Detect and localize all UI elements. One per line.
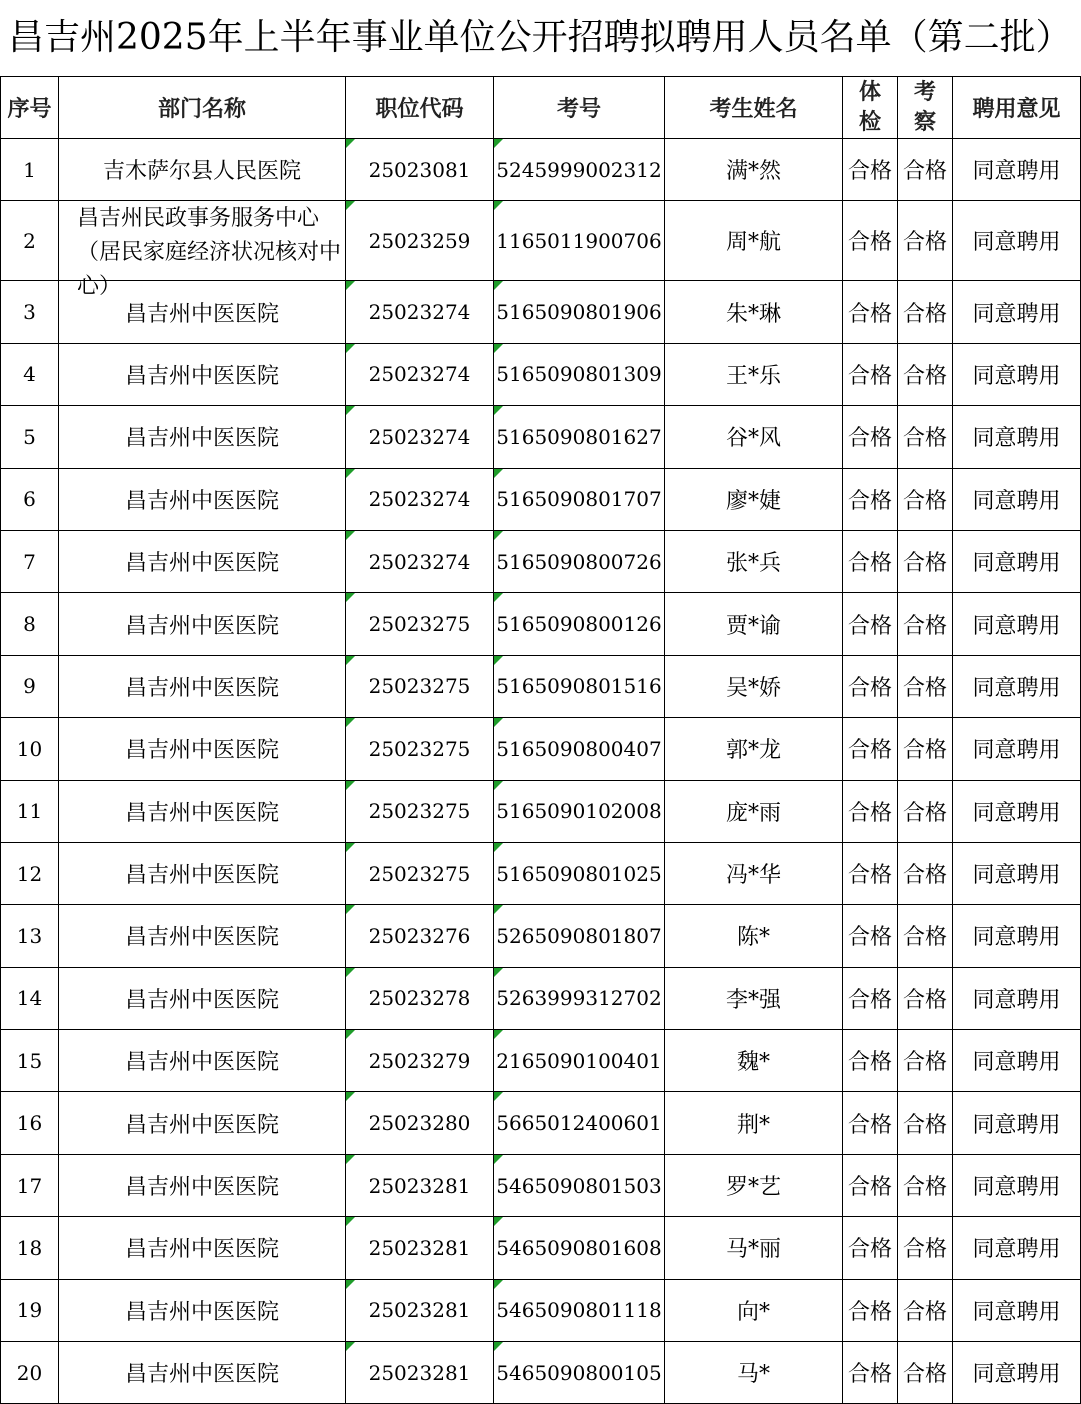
- row-physical: 合格: [843, 718, 898, 780]
- row-code: 25023279: [346, 1030, 494, 1092]
- header-name: 考生姓名: [665, 77, 843, 139]
- row-physical: 合格: [843, 530, 898, 592]
- row-name: 马*丽: [665, 1217, 843, 1279]
- row-dept: 昌吉州中医医院: [59, 780, 346, 842]
- header-inspection-line2: 察: [913, 109, 936, 135]
- header-inspection: [898, 77, 953, 139]
- row-name: 郭*龙: [665, 718, 843, 780]
- row-inspection: 合格: [898, 201, 953, 281]
- row-opinion: 同意聘用: [953, 1092, 1081, 1154]
- row-seq: 8: [1, 593, 59, 655]
- table-row: [1, 139, 1081, 201]
- row-physical: 合格: [843, 905, 898, 967]
- row-dept: 昌吉州中医医院: [59, 281, 346, 343]
- row-code: 25023275: [346, 718, 494, 780]
- row-name: 谷*风: [665, 406, 843, 468]
- header-row: [1, 77, 1081, 139]
- row-seq: 20: [1, 1342, 59, 1404]
- row-opinion: 同意聘用: [953, 1154, 1081, 1216]
- row-code: 25023274: [346, 343, 494, 405]
- table-row: [1, 530, 1081, 592]
- row-inspection: 合格: [898, 655, 953, 717]
- row-dept: 昌吉州中医医院: [59, 842, 346, 904]
- row-exam: 5465090801503: [494, 1154, 665, 1216]
- row-physical: 合格: [843, 1217, 898, 1279]
- row-inspection: 合格: [898, 842, 953, 904]
- row-dept: 昌吉州中医医院: [59, 468, 346, 530]
- row-exam: 5165090800126: [494, 593, 665, 655]
- row-physical: 合格: [843, 593, 898, 655]
- row-dept: 昌吉州中医医院: [59, 593, 346, 655]
- table-row: [1, 468, 1081, 530]
- row-dept: 昌吉州中医医院: [59, 530, 346, 592]
- row-physical: 合格: [843, 139, 898, 201]
- row-code: 25023281: [346, 1154, 494, 1216]
- table-row: [1, 343, 1081, 405]
- row-exam: 5245999002312: [494, 139, 665, 201]
- row-inspection: 合格: [898, 281, 953, 343]
- row-name: 庞*雨: [665, 780, 843, 842]
- row-physical: 合格: [843, 343, 898, 405]
- table-row: [1, 1092, 1081, 1154]
- row-code: 25023274: [346, 406, 494, 468]
- row-physical: 合格: [843, 780, 898, 842]
- row-seq: 17: [1, 1154, 59, 1216]
- row-opinion: 同意聘用: [953, 468, 1081, 530]
- row-seq: 4: [1, 343, 59, 405]
- row-physical: 合格: [843, 406, 898, 468]
- row-opinion: 同意聘用: [953, 343, 1081, 405]
- row-name: 满*然: [665, 139, 843, 201]
- row-name: 马*: [665, 1342, 843, 1404]
- row-dept: [59, 201, 346, 299]
- row-inspection: 合格: [898, 1279, 953, 1341]
- row-opinion: 同意聘用: [953, 1342, 1081, 1404]
- row-name: 王*乐: [665, 343, 843, 405]
- row-physical: 合格: [843, 1092, 898, 1154]
- row-dept: 昌吉州中医医院: [59, 343, 346, 405]
- row-dept-line: （居民家庭经济状况核对中: [77, 239, 342, 265]
- row-dept-line: 昌吉州民政事务服务中心: [77, 205, 320, 231]
- row-exam: 5165090801707: [494, 468, 665, 530]
- row-physical: 合格: [843, 1342, 898, 1404]
- row-name: 吴*娇: [665, 655, 843, 717]
- row-inspection: 合格: [898, 1342, 953, 1404]
- row-code: 25023274: [346, 281, 494, 343]
- row-seq: 7: [1, 530, 59, 592]
- row-inspection: 合格: [898, 1154, 953, 1216]
- row-opinion: 同意聘用: [953, 139, 1081, 201]
- header-code: 职位代码: [346, 77, 494, 139]
- row-name: 贾*谕: [665, 593, 843, 655]
- row-inspection: 合格: [898, 530, 953, 592]
- row-exam: 2165090100401: [494, 1030, 665, 1092]
- table-row: [1, 201, 1081, 281]
- row-code: 25023275: [346, 780, 494, 842]
- row-name: 向*: [665, 1279, 843, 1341]
- row-opinion: 同意聘用: [953, 780, 1081, 842]
- row-opinion: 同意聘用: [953, 842, 1081, 904]
- row-seq: 16: [1, 1092, 59, 1154]
- row-dept: 昌吉州中医医院: [59, 967, 346, 1029]
- row-exam: 1165011900706: [494, 201, 665, 281]
- row-code: 25023276: [346, 905, 494, 967]
- header-dept: 部门名称: [59, 77, 346, 139]
- table-row: [1, 842, 1081, 904]
- row-code: 25023259: [346, 201, 494, 281]
- row-opinion: 同意聘用: [953, 967, 1081, 1029]
- row-dept-multiline: [59, 202, 345, 299]
- row-code: 25023281: [346, 1342, 494, 1404]
- row-physical: 合格: [843, 1154, 898, 1216]
- table-row: [1, 1217, 1081, 1279]
- row-code: 25023275: [346, 842, 494, 904]
- header-physical: [843, 77, 898, 139]
- row-inspection: 合格: [898, 593, 953, 655]
- header-opinion: 聘用意见: [953, 77, 1081, 139]
- row-dept: 昌吉州中医医院: [59, 1342, 346, 1404]
- row-name: 罗*艺: [665, 1154, 843, 1216]
- row-exam: 5165090801906: [494, 281, 665, 343]
- row-dept: 昌吉州中医医院: [59, 718, 346, 780]
- row-exam: 5165090801025: [494, 842, 665, 904]
- table-row: [1, 593, 1081, 655]
- row-physical: 合格: [843, 842, 898, 904]
- header-physical-line2: 检: [858, 109, 881, 135]
- row-seq: 10: [1, 718, 59, 780]
- row-exam: 5665012400601: [494, 1092, 665, 1154]
- row-exam: 5465090801118: [494, 1279, 665, 1341]
- page-title: 昌吉州2025年上半年事业单位公开招聘拟聘用人员名单（第二批）: [8, 17, 1072, 58]
- row-inspection: 合格: [898, 780, 953, 842]
- row-dept: 昌吉州中医医院: [59, 1154, 346, 1216]
- row-code: 25023281: [346, 1217, 494, 1279]
- row-inspection: 合格: [898, 905, 953, 967]
- row-seq: 13: [1, 905, 59, 967]
- row-code: 25023081: [346, 139, 494, 201]
- row-exam: 5165090801516: [494, 655, 665, 717]
- hiring-table: [0, 76, 1081, 1404]
- row-seq: 6: [1, 468, 59, 530]
- row-code: 25023281: [346, 1279, 494, 1341]
- row-exam: 5165090801309: [494, 343, 665, 405]
- table-row: [1, 905, 1081, 967]
- row-dept: 昌吉州中医医院: [59, 905, 346, 967]
- header-physical-line1: 体: [858, 79, 881, 105]
- row-seq: 1: [1, 139, 59, 201]
- row-opinion: 同意聘用: [953, 406, 1081, 468]
- row-dept-line: 心）: [77, 273, 122, 299]
- row-dept: 昌吉州中医医院: [59, 655, 346, 717]
- row-physical: 合格: [843, 468, 898, 530]
- table-row: [1, 655, 1081, 717]
- row-name: 周*航: [665, 201, 843, 281]
- row-seq: 11: [1, 780, 59, 842]
- row-opinion: 同意聘用: [953, 655, 1081, 717]
- row-name: 魏*: [665, 1030, 843, 1092]
- row-exam: 5165090801627: [494, 406, 665, 468]
- row-code: 25023275: [346, 593, 494, 655]
- row-seq: 9: [1, 655, 59, 717]
- row-inspection: 合格: [898, 1030, 953, 1092]
- row-dept: 昌吉州中医医院: [59, 1217, 346, 1279]
- row-seq: 3: [1, 281, 59, 343]
- row-inspection: 合格: [898, 139, 953, 201]
- header-inspection-line1: 考: [913, 79, 936, 105]
- row-inspection: 合格: [898, 468, 953, 530]
- row-opinion: 同意聘用: [953, 718, 1081, 780]
- row-opinion: 同意聘用: [953, 905, 1081, 967]
- row-name: 陈*: [665, 905, 843, 967]
- row-exam: 5165090800726: [494, 530, 665, 592]
- row-seq: 15: [1, 1030, 59, 1092]
- table-row: [1, 1154, 1081, 1216]
- row-dept: 昌吉州中医医院: [59, 1030, 346, 1092]
- row-inspection: 合格: [898, 406, 953, 468]
- row-seq: 19: [1, 1279, 59, 1341]
- row-exam: 5165090102008: [494, 780, 665, 842]
- row-name: 李*强: [665, 967, 843, 1029]
- row-code: 25023275: [346, 655, 494, 717]
- row-seq: 18: [1, 1217, 59, 1279]
- row-seq: 5: [1, 406, 59, 468]
- row-code: 25023274: [346, 530, 494, 592]
- row-inspection: 合格: [898, 343, 953, 405]
- row-exam: 5165090800407: [494, 718, 665, 780]
- table-row: [1, 1342, 1081, 1404]
- row-opinion: 同意聘用: [953, 530, 1081, 592]
- row-dept: 昌吉州中医医院: [59, 1092, 346, 1154]
- row-dept: 昌吉州中医医院: [59, 1279, 346, 1341]
- row-code: 25023280: [346, 1092, 494, 1154]
- row-name: 冯*华: [665, 842, 843, 904]
- row-physical: 合格: [843, 1279, 898, 1341]
- table-row: [1, 406, 1081, 468]
- row-inspection: 合格: [898, 1092, 953, 1154]
- row-physical: 合格: [843, 281, 898, 343]
- row-physical: 合格: [843, 655, 898, 717]
- row-exam: 5465090801608: [494, 1217, 665, 1279]
- row-physical: 合格: [843, 201, 898, 281]
- table-row: [1, 281, 1081, 343]
- row-inspection: 合格: [898, 967, 953, 1029]
- row-dept: 昌吉州中医医院: [59, 406, 346, 468]
- row-exam: 5263999312702: [494, 967, 665, 1029]
- row-opinion: 同意聘用: [953, 1217, 1081, 1279]
- row-exam: 5465090800105: [494, 1342, 665, 1404]
- table-row: [1, 1030, 1081, 1092]
- row-seq: 14: [1, 967, 59, 1029]
- row-code: 25023278: [346, 967, 494, 1029]
- row-opinion: 同意聘用: [953, 1279, 1081, 1341]
- table-row: [1, 967, 1081, 1029]
- row-name: 廖*婕: [665, 468, 843, 530]
- row-code: 25023274: [346, 468, 494, 530]
- row-seq: 12: [1, 842, 59, 904]
- row-seq: 2: [1, 201, 59, 281]
- row-opinion: 同意聘用: [953, 593, 1081, 655]
- header-seq: 序号: [1, 77, 59, 139]
- row-name: 荆*: [665, 1092, 843, 1154]
- table-row: [1, 718, 1081, 780]
- row-physical: 合格: [843, 1030, 898, 1092]
- table-row: [1, 780, 1081, 842]
- row-name: 朱*琳: [665, 281, 843, 343]
- header-exam: 考号: [494, 77, 665, 139]
- row-exam: 5265090801807: [494, 905, 665, 967]
- row-inspection: 合格: [898, 1217, 953, 1279]
- row-opinion: 同意聘用: [953, 281, 1081, 343]
- table-row: [1, 1279, 1081, 1341]
- row-dept: 吉木萨尔县人民医院: [59, 139, 346, 201]
- row-name: 张*兵: [665, 530, 843, 592]
- row-inspection: 合格: [898, 718, 953, 780]
- row-opinion: 同意聘用: [953, 201, 1081, 281]
- row-physical: 合格: [843, 967, 898, 1029]
- row-opinion: 同意聘用: [953, 1030, 1081, 1092]
